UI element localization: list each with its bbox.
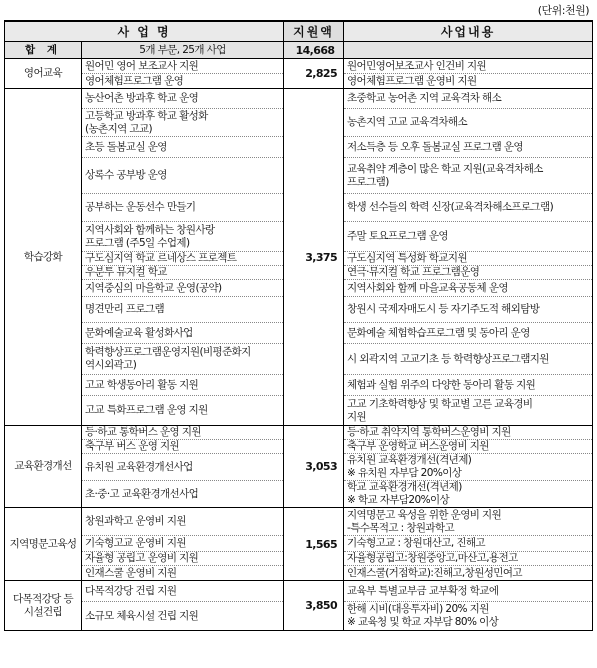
total-amount: 14,668 — [284, 42, 344, 59]
project-name: 고교 특화프로그램 운영 지원 — [82, 396, 284, 426]
project-name: 자율형 공립고 운영비 지원 — [82, 552, 284, 566]
amount-cell: 1,565 — [284, 508, 344, 581]
project-desc: 영어체험프로그램 운영비 지원 — [344, 74, 593, 89]
project-name: 문화예술교육 활성화사업 — [82, 323, 284, 344]
budget-table — [4, 20, 593, 631]
project-desc: 축구부 운영학교 버스운영비 지원 — [344, 440, 593, 454]
project-desc: 한해 시비(대응투자비) 20% 지원 ※ 교육청 및 학교 자부담 80% 이상 — [344, 602, 593, 631]
project-desc: 자율형공립고:창원중앙고,마산고,용전고 — [344, 552, 593, 566]
project-name: 우분투 뮤지컬 학교 — [82, 266, 284, 280]
project-desc: 학교 교육환경개선(격년제) ※ 학교 자부담20%이상 — [344, 481, 593, 508]
project-desc: 지역명문고 육성을 위한 운영비 지원 -특수목적고 : 창원과학고 — [344, 508, 593, 536]
table-row — [5, 89, 593, 109]
total-desc — [344, 42, 593, 59]
header-row — [5, 21, 593, 42]
project-desc: 농촌지역 고교 교육격차해소 — [344, 109, 593, 137]
project-desc: 지역사회와 함께 마을교육공동체 운영 — [344, 280, 593, 297]
category-cell: 교육환경개선 — [5, 426, 82, 508]
project-desc: 문화예술 체험학습프로그램 및 동아리 운영 — [344, 323, 593, 344]
project-name: 창원과학고 운영비 지원 — [82, 508, 284, 536]
total-row — [5, 42, 593, 59]
project-desc: 원어민영어보조교사 인건비 지원 — [344, 59, 593, 74]
project-desc: 교육부 특별교부금 교부확정 학교에 — [344, 581, 593, 602]
project-desc: 창원시 국제자매도시 등 자기주도적 해외탐방 — [344, 297, 593, 323]
project-name: 명견만리 프로그램 — [82, 297, 284, 323]
project-desc: 등·하교 취약지역 통학버스운영비 지원 — [344, 426, 593, 440]
project-name: 다목적강당 건립 지원 — [82, 581, 284, 602]
category-cell: 지역명문고육성 — [5, 508, 82, 581]
category-cell: 다목적강당 등 시설건립 — [5, 581, 82, 631]
header-content: 사업내용 — [344, 21, 593, 42]
category-cell: 학습강화 — [5, 89, 82, 426]
project-desc: 고교 기초학력향상 및 학교별 고른 교육경비 지원 — [344, 396, 593, 426]
project-desc: 인재스쿨(거점학교):진해고,창원성민여고 — [344, 566, 593, 581]
project-desc: 시 외곽지역 고교기초 등 학력향상프로그램지원 — [344, 344, 593, 375]
project-name: 축구부 버스 운영 지원 — [82, 440, 284, 454]
project-name: 공부하는 운동선수 만들기 — [82, 194, 284, 222]
amount-cell: 2,825 — [284, 59, 344, 89]
project-desc: 연극·뮤지컬 학교 프로그램운영 — [344, 266, 593, 280]
project-desc: 구도심지역 특성화 학교지원 — [344, 252, 593, 266]
project-desc: 기숙형고교 : 창원대산고, 진해고 — [344, 536, 593, 552]
project-name: 영어체험프로그램 운영 — [82, 74, 284, 89]
project-desc: 유치원 교육환경개선(격년제) ※ 유치원 자부담 20%이상 — [344, 454, 593, 481]
project-name: 유치원 교육환경개선사업 — [82, 454, 284, 481]
project-name: 원어민 영어 보조교사 지원 — [82, 59, 284, 74]
header-project: 사 업 명 — [5, 21, 284, 42]
project-name: 기숙형고교 운영비 지원 — [82, 536, 284, 552]
table-row — [5, 581, 593, 602]
project-name: 고교 학생동아리 활동 지원 — [82, 375, 284, 396]
project-desc: 체험과 실험 위주의 다양한 동아리 활동 지원 — [344, 375, 593, 396]
project-name: 학력향상프로그램운영지원(비평준화지 역시외곽고) — [82, 344, 284, 375]
project-name: 초등 돌봄교실 운영 — [82, 137, 284, 158]
category-cell: 영어교육 — [5, 59, 82, 89]
project-desc: 저소득층 등 오후 돌봄교실 프로그램 운영 — [344, 137, 593, 158]
project-name: 등·하교 통학버스 운영 지원 — [82, 426, 284, 440]
amount-cell: 3,053 — [284, 426, 344, 508]
project-name: 농산어촌 방과후 학교 운영 — [82, 89, 284, 109]
table-row — [5, 59, 593, 74]
project-name: 지역중심의 마을학교 운영(공약) — [82, 280, 284, 297]
header-amount: 지원액 — [284, 21, 344, 42]
project-name: 소규모 체육시설 건립 지원 — [82, 602, 284, 631]
project-desc: 초중학교 농어촌 지역 교육격차 해소 — [344, 89, 593, 109]
amount-cell: 3,850 — [284, 581, 344, 631]
unit-label: (단위:천원) — [537, 4, 589, 17]
project-desc: 주말 토요프로그램 운영 — [344, 222, 593, 252]
total-label: 합 계 — [5, 42, 82, 59]
project-name: 지역사회와 함께하는 창원사랑 프로그램 (주5일 수업제) — [82, 222, 284, 252]
amount-cell: 3,375 — [284, 89, 344, 426]
project-name: 인재스쿨 운영비 지원 — [82, 566, 284, 581]
table-row — [5, 426, 593, 440]
project-name: 초·중·고 교육환경개선사업 — [82, 481, 284, 508]
project-name: 구도심지역 학교 르네상스 프로젝트 — [82, 252, 284, 266]
project-desc: 교육취약 계층이 많은 학교 지원(교육격차해소 프로그램) — [344, 158, 593, 194]
table-row — [5, 508, 593, 536]
project-desc: 학생 선수들의 학력 신장(교육격차해소프로그램) — [344, 194, 593, 222]
total-name: 5개 부문, 25개 사업 — [82, 42, 284, 59]
project-name: 고등학교 방과후 학교 활성화 (농촌지역 고교) — [82, 109, 284, 137]
project-name: 상록수 공부방 운영 — [82, 158, 284, 194]
